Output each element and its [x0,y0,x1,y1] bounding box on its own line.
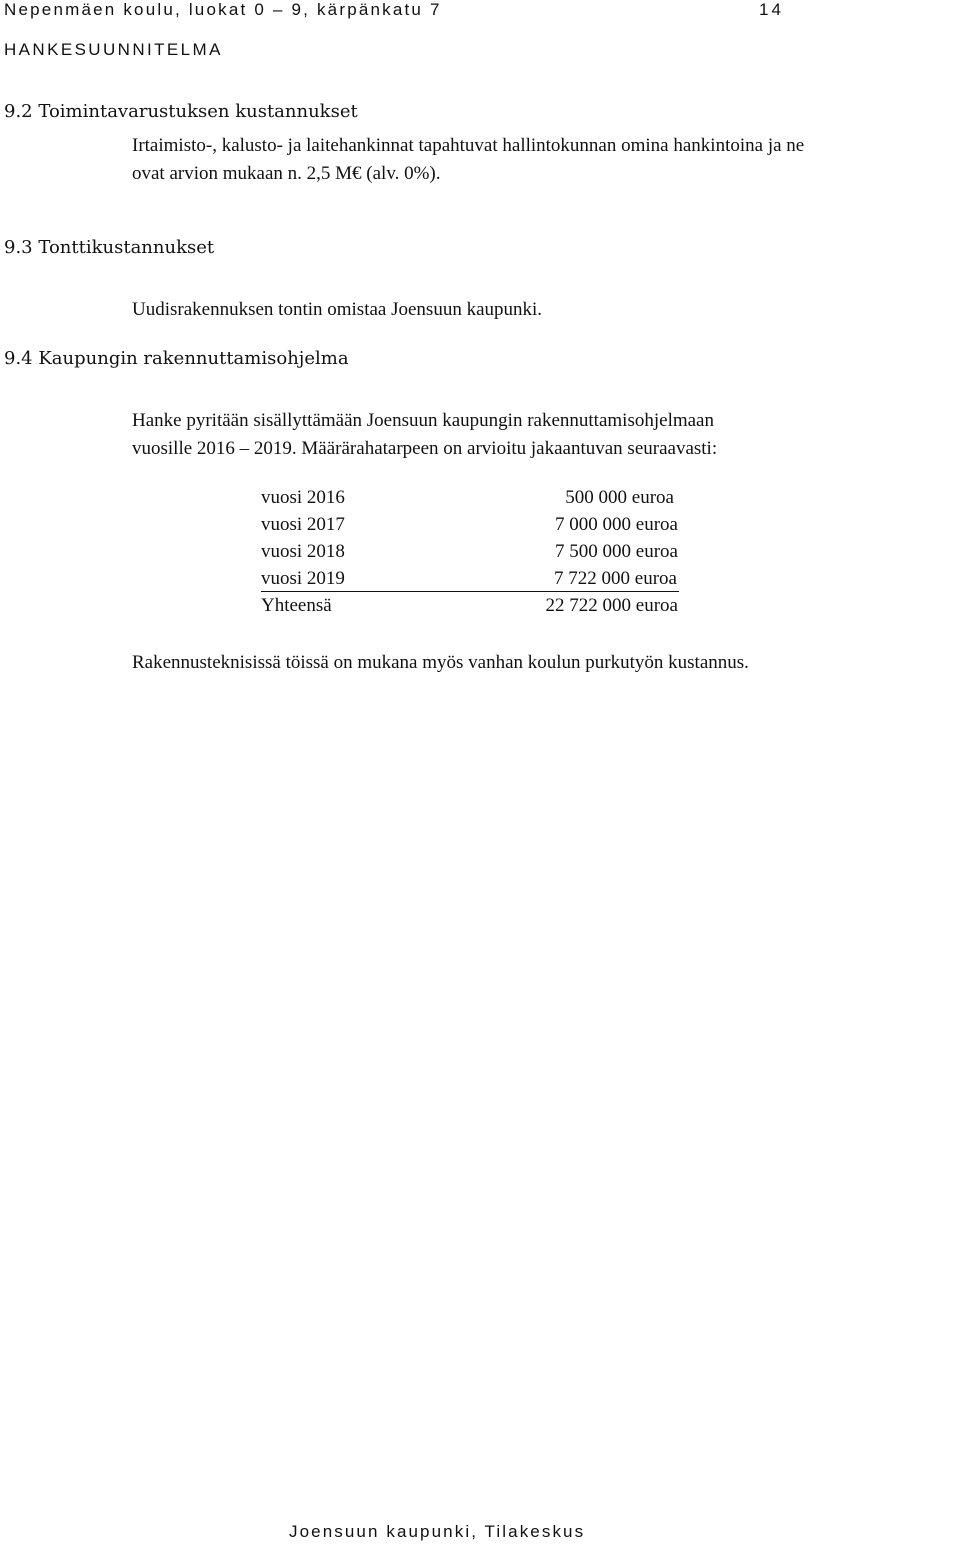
section-9-4-text-line-2: vuosille 2016 – 2019. Määrärahatarpeen on arvioitu jakaantuvan seuraavasti: [132,438,718,459]
section-9-3-text-line-1: Uudisrakennuksen tontin omistaa Joensuun kaupunki. [132,299,543,320]
cost-row [261,568,679,592]
section-heading-9-3: 9.3 Tonttikustannukset [4,237,215,258]
cost-year: vuosi 2019 [261,568,345,589]
cost-year: vuosi 2016 [261,487,345,508]
document-header-subtitle: HANKESUUNNITELMA [4,40,223,59]
cost-total-amount: 22 722 000 euroa [545,595,678,616]
section-9-4-text-line-1: Hanke pyritään sisällyttämään Joensuun kaupungin rakennuttamisohjelmaan [132,410,714,431]
page-number: 14 [759,0,784,19]
cost-total-row [261,595,681,622]
cost-amount: 7 500 000 euroa [555,541,678,562]
cost-row [261,541,681,568]
section-heading-9-4: 9.4 Kaupungin rakennuttamisohjelma [4,348,349,369]
cost-total-label: Yhteensä [261,595,332,616]
section-heading-9-2: 9.2 Toimintavarustuksen kustannukset [4,101,358,122]
section-9-2-text-line-2: ovat arvion mukaan n. 2,5 M€ (alv. 0%). [132,163,441,184]
section-9-4-closing-text: Rakennusteknisissä töissä on mukana myös vanhan koulun purkutyön kustannus. [132,652,749,673]
cost-amount: 500 000 euroa [565,487,674,508]
cost-amount: 7 000 000 euroa [555,514,678,535]
document-header-title: Nepenmäen koulu, luokat 0 – 9, kärpänkatu 7 [4,0,442,19]
cost-year: vuosi 2017 [261,514,345,535]
section-9-2-text-line-1: Irtaimisto-, kalusto- ja laitehankinnat tapahtuvat hallintokunnan omina hankintoina ja ne [132,135,805,156]
cost-row [261,514,681,541]
document-footer: Joensuun kaupunki, Tilakeskus [289,1522,586,1541]
cost-year: vuosi 2018 [261,541,345,562]
cost-amount: 7 722 000 euroa [554,568,677,589]
cost-row [261,487,681,514]
